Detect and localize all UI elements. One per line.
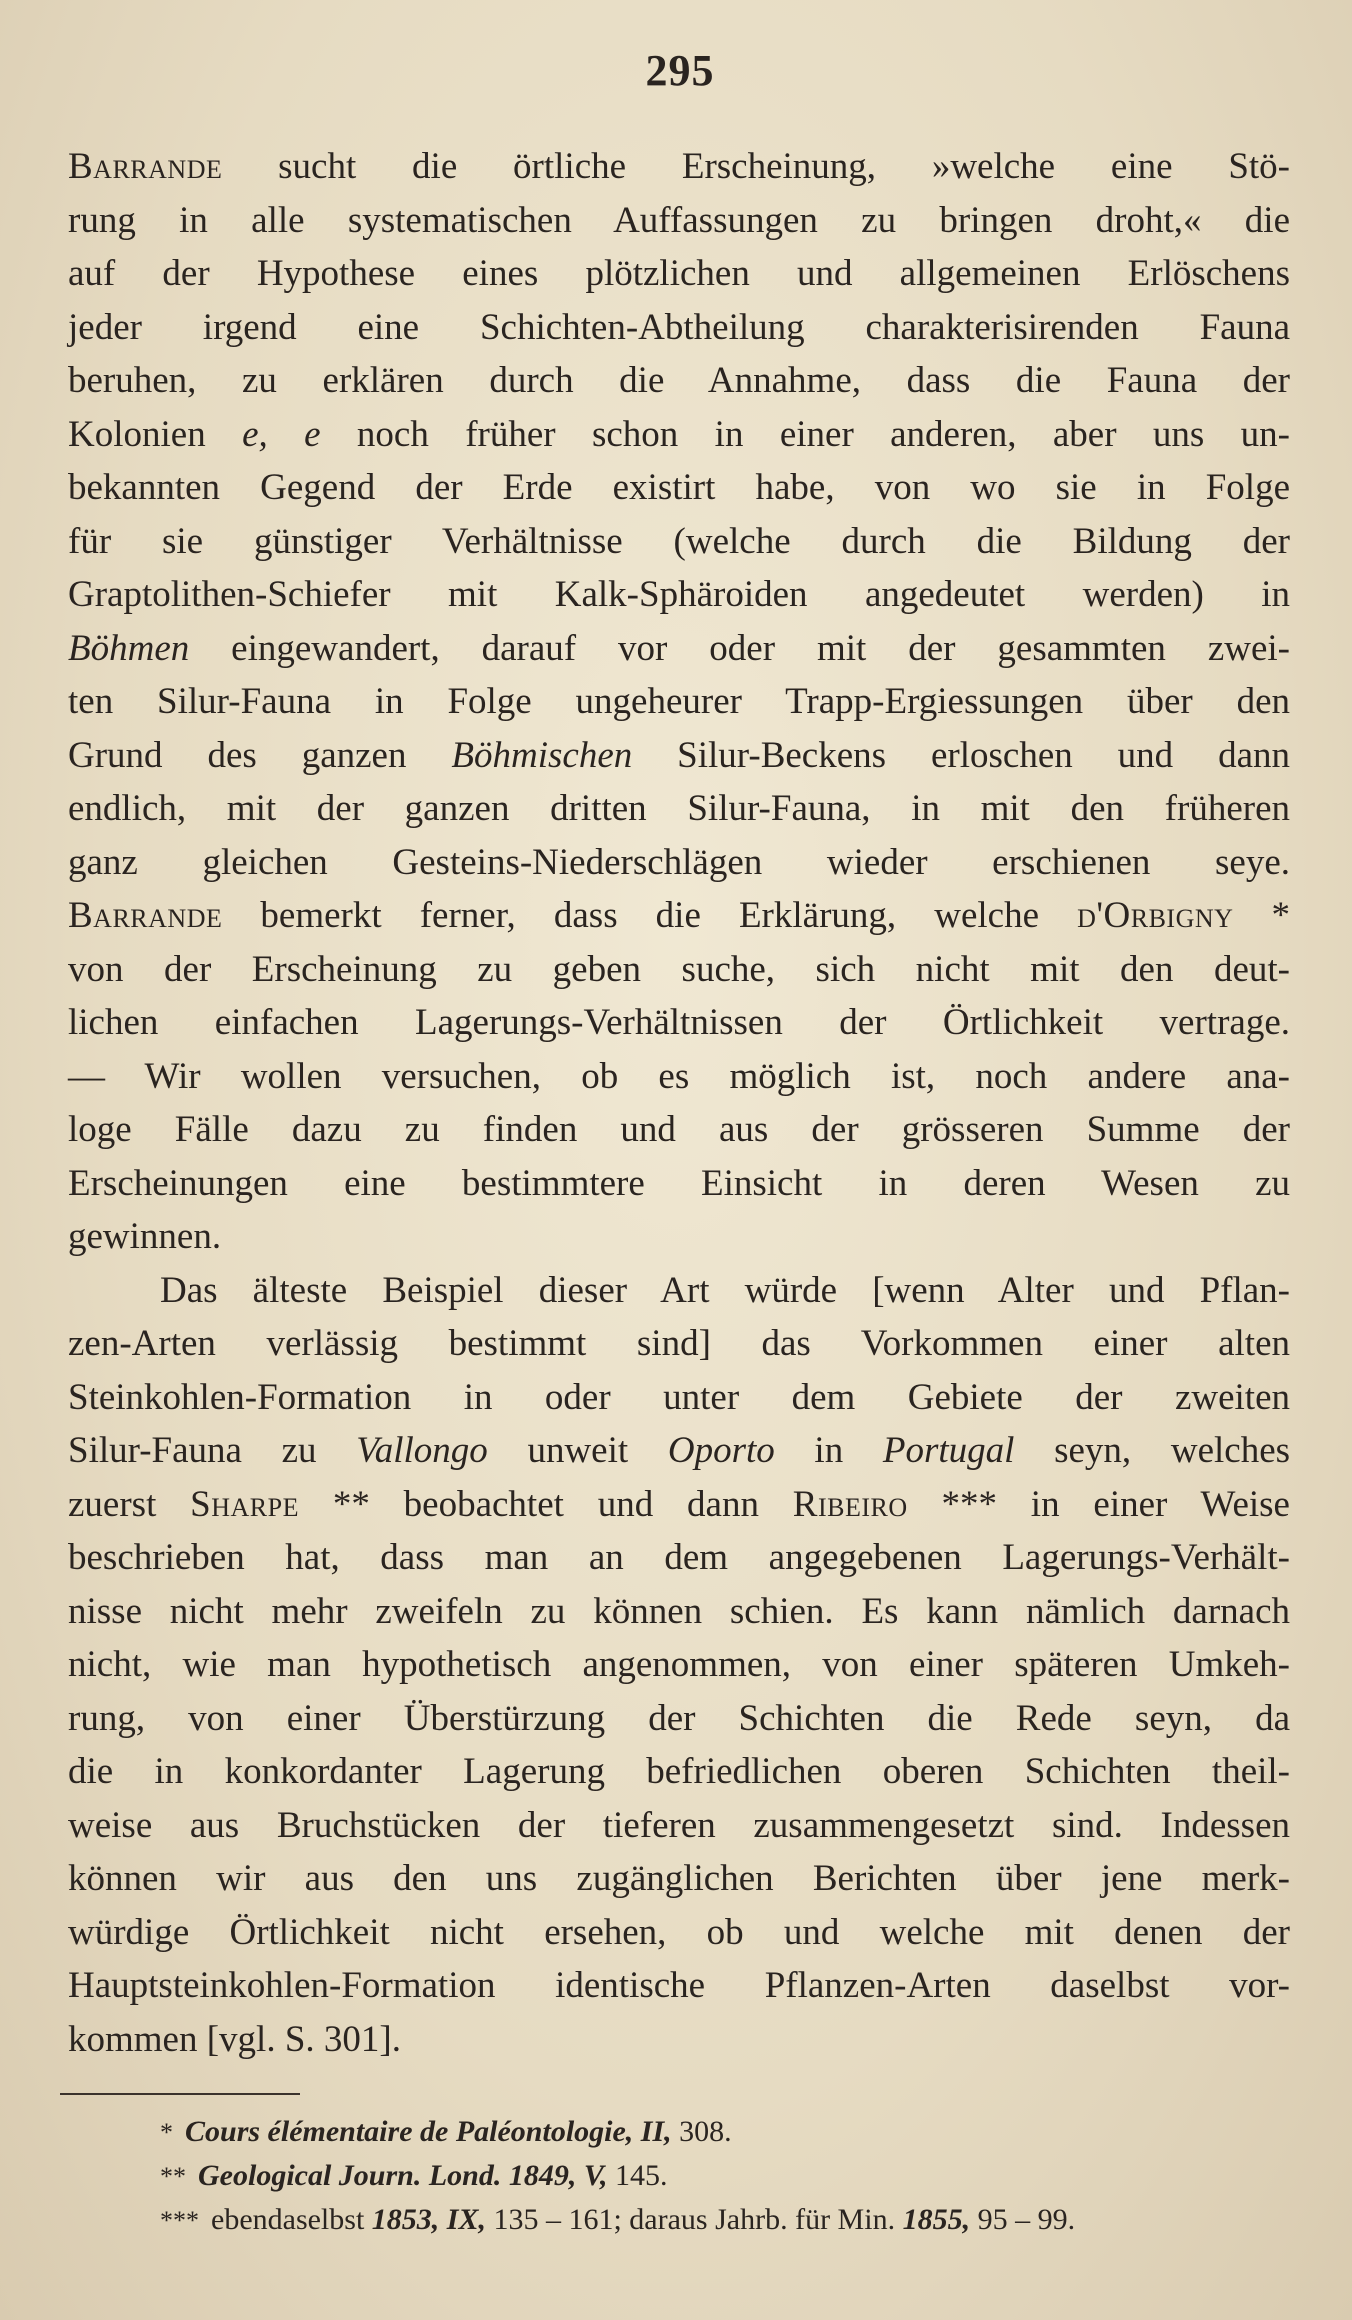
text-run: sucht die örtliche Erscheinung, »welche eine Stö- xyxy=(222,146,1290,187)
author-name: Sharpe xyxy=(190,1483,299,1525)
text-run: zuerst xyxy=(68,1483,191,1525)
text-run: Steinkohlen-Formation in oder unter dem Gebiete der zweiten xyxy=(68,1376,1290,1418)
text-line xyxy=(68,1478,1290,1532)
text-line xyxy=(68,1157,1290,1211)
text-line xyxy=(68,996,1290,1050)
text-line xyxy=(68,568,1290,622)
text-run: würdige Örtlichkeit nicht ersehen, ob und welche mit denen der xyxy=(68,1911,1290,1953)
emphasis-text: 1855, xyxy=(902,2203,971,2236)
text-line xyxy=(68,1692,1290,1746)
text-run: Graptolithen-Schiefer mit Kalk-Sphäroiden angedeutet werden) in xyxy=(68,574,1290,615)
text-run: ebendaselbst xyxy=(211,2203,372,2236)
text-run: rung, von einer Überstürzung der Schichten die Rede seyn, da xyxy=(68,1697,1290,1739)
text-run: ten Silur-Fauna in Folge ungeheurer Trapp-Ergiessungen über den xyxy=(68,681,1290,722)
text-run: 145. xyxy=(607,2159,668,2192)
footnote-marker: ** xyxy=(160,2162,186,2191)
text-run: ** beobachtet und dann xyxy=(299,1483,793,1525)
text-run: Silur-Beckens erloschen und dann xyxy=(632,734,1290,776)
author-name: Barrande xyxy=(68,895,223,936)
text-line xyxy=(68,1638,1290,1692)
emphasis-text: Vallongo xyxy=(356,1430,488,1471)
text-run: kommen [vgl. S. 301]. xyxy=(68,2018,401,2060)
footnote xyxy=(160,2110,1260,2154)
author-name: Ribeiro xyxy=(792,1483,908,1525)
text-run: zen-Arten verlässig bestimmt sind] das Vorkommen einer alten xyxy=(68,1323,1290,1364)
text-run: endlich, mit der ganzen dritten Silur-Fauna, in mit den früheren xyxy=(68,788,1290,829)
text-run: nicht, wie man hypothetisch angenommen, von einer späteren Umkeh- xyxy=(68,1644,1290,1685)
text-line xyxy=(68,301,1290,355)
text-run: Hauptsteinkohlen-Formation identische Pflanzen-Arten daselbst vor- xyxy=(68,1965,1290,2006)
body-text xyxy=(68,140,1290,2066)
text-run: Erscheinungen eine bestimmtere Einsicht in deren Wesen zu xyxy=(68,1162,1290,1204)
text-line xyxy=(68,1424,1290,1478)
text-run: noch früher schon in einer anderen, aber uns un- xyxy=(320,413,1290,455)
text-line xyxy=(68,1852,1290,1906)
text-run: ganz gleichen Gesteins-Niederschlägen wieder erschienen seye. xyxy=(68,841,1290,883)
text-run: für sie günstiger Verhältnisse (welche durch die Bildung der xyxy=(68,520,1290,562)
text-run: in xyxy=(774,1430,883,1471)
text-run: 135 – 161; daraus Jahrb. für Min. xyxy=(485,2203,903,2236)
text-run: gewinnen. xyxy=(68,1216,222,1257)
author-name: d'Orbigny xyxy=(1077,895,1234,936)
text-run: Kolonien xyxy=(68,413,243,455)
text-line xyxy=(68,1959,1290,2013)
book-page xyxy=(60,40,1300,2280)
text-run: Silur-Fauna zu xyxy=(68,1430,357,1471)
text-run: jeder irgend eine Schichten-Abtheilung charakterisirenden Fauna xyxy=(68,306,1290,348)
text-line xyxy=(68,1371,1290,1425)
text-run: können wir aus den uns zugänglichen Berichten über jene merk- xyxy=(68,1858,1290,1899)
text-run: beschrieben hat, dass man an dem angegebenen Lagerungs-Verhält- xyxy=(68,1537,1290,1578)
text-run: loge Fälle dazu zu finden und aus der grösseren Summe der xyxy=(68,1109,1290,1150)
text-run: bekannten Gegend der Erde existirt habe, von wo sie in Folge xyxy=(68,467,1290,508)
emphasis-text: Geological Journ. Lond. 1849, V, xyxy=(198,2159,608,2192)
text-line xyxy=(68,2013,1290,2067)
emphasis-text: Böhmischen xyxy=(451,734,633,776)
text-line xyxy=(68,1799,1290,1853)
text-line xyxy=(68,1050,1290,1104)
text-line xyxy=(68,943,1290,997)
text-run: * xyxy=(1233,895,1290,936)
emphasis-text: Böhmen xyxy=(68,627,190,669)
text-line xyxy=(68,1317,1290,1371)
text-line xyxy=(68,782,1290,836)
text-run: weise aus Bruchstücken der tieferen zusammengesetzt sind. Indessen xyxy=(68,1804,1290,1846)
text-run: 308. xyxy=(671,2115,732,2148)
text-line xyxy=(68,140,1290,194)
text-run: bemerkt ferner, dass die Erklärung, welche xyxy=(222,895,1078,936)
text-run: beruhen, zu erklären durch die Annahme, dass die Fauna der xyxy=(68,360,1290,401)
text-run: seyn, welches xyxy=(1014,1430,1291,1471)
text-run: von der Erscheinung zu geben suche, sich nicht mit den deut- xyxy=(68,948,1290,990)
emphasis-text: Cours élémentaire de Paléontologie, II, xyxy=(185,2115,672,2148)
text-line xyxy=(68,1264,1290,1318)
emphasis-text: Oporto xyxy=(667,1430,775,1471)
emphasis-text: Portugal xyxy=(882,1430,1015,1471)
page-number: 295 xyxy=(645,46,715,95)
text-run: Das älteste Beispiel dieser Art würde [wenn Alter und Pflan- xyxy=(160,1269,1290,1311)
text-line xyxy=(68,515,1290,569)
text-line xyxy=(68,1210,1290,1264)
text-line xyxy=(68,1906,1290,1960)
text-line xyxy=(68,247,1290,301)
footnote-rule xyxy=(60,2093,300,2095)
text-run: 95 – 99. xyxy=(970,2203,1076,2236)
text-run: unweit xyxy=(487,1430,668,1471)
text-line xyxy=(68,836,1290,890)
text-line xyxy=(68,461,1290,515)
emphasis-text: 1853, IX, xyxy=(371,2203,486,2236)
text-run: *** in einer Weise xyxy=(907,1483,1290,1525)
emphasis-text: e, e xyxy=(242,413,321,455)
text-run: Grund des ganzen xyxy=(68,734,452,776)
footnotes xyxy=(160,2110,1260,2242)
footnote-marker: *** xyxy=(160,2206,199,2235)
text-line xyxy=(68,1531,1290,1585)
footnote-marker: * xyxy=(160,2118,173,2147)
text-run: lichen einfachen Lagerungs-Verhältnissen der Örtlichkeit vertrage. xyxy=(68,1002,1290,1043)
text-line xyxy=(68,622,1290,676)
footnote xyxy=(160,2198,1260,2242)
text-line xyxy=(68,354,1290,408)
text-line xyxy=(68,889,1290,943)
text-run: — Wir wollen versuchen, ob es möglich ist, noch andere ana- xyxy=(68,1055,1290,1097)
text-line xyxy=(68,729,1290,783)
text-run: die in konkordanter Lagerung befriedlichen oberen Schichten theil- xyxy=(68,1751,1290,1792)
text-run: rung in alle systematischen Auffassungen zu bringen droht,« die xyxy=(68,199,1290,241)
text-run: nisse nicht mehr zweifeln zu können schien. Es kann nämlich darnach xyxy=(68,1590,1290,1632)
text-run: auf der Hypothese eines plötzlichen und allgemeinen Erlöschens xyxy=(68,253,1290,294)
footnote xyxy=(160,2154,1260,2198)
author-name: Barrande xyxy=(68,146,223,187)
text-line xyxy=(68,408,1290,462)
text-line xyxy=(68,1585,1290,1639)
text-line xyxy=(68,1745,1290,1799)
text-line xyxy=(68,1103,1290,1157)
text-run: eingewandert, darauf vor oder mit der gesammten zwei- xyxy=(189,627,1290,669)
text-line xyxy=(68,194,1290,248)
text-line xyxy=(68,675,1290,729)
